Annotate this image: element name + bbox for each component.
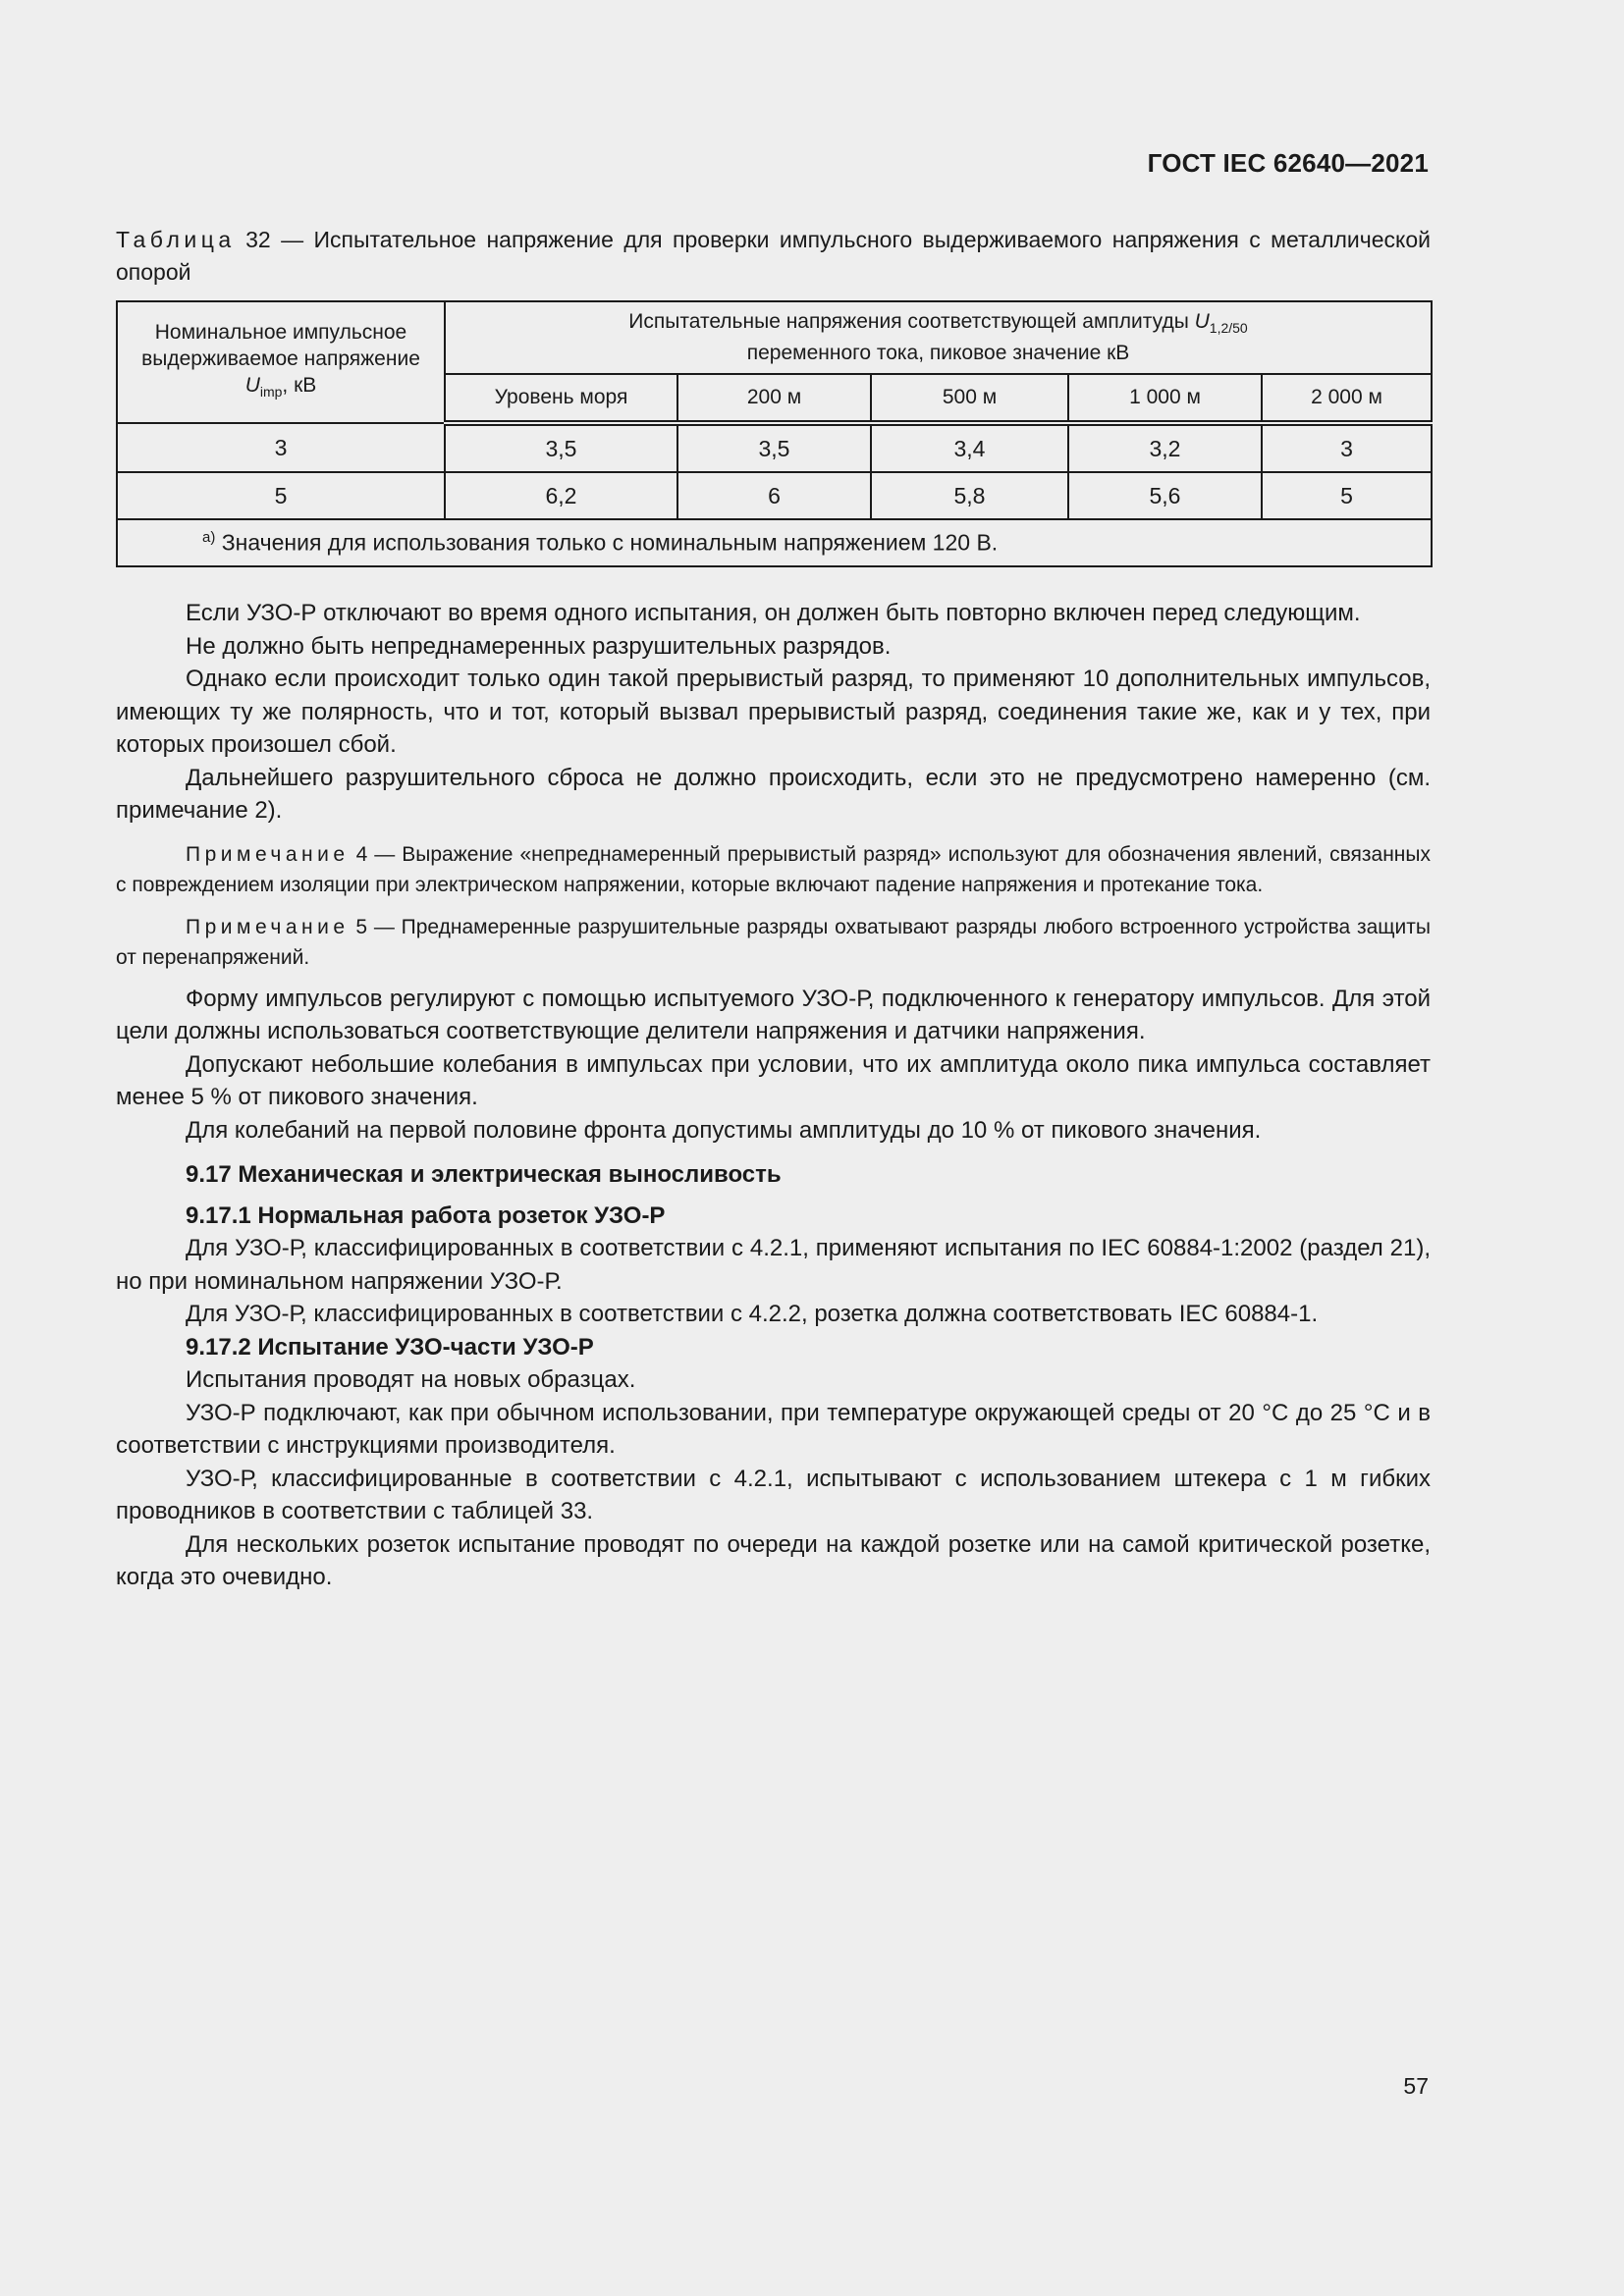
table-footnote: $^{a)}$ Значения для использования только с номинальным напряжением 120 В. (117, 519, 1432, 566)
table-cell: 3,4 (871, 423, 1068, 472)
paragraph: Допускают небольшие колебания в импульсах при условии, что их амплитуда около пика импульса составляет менее 5 % от пикового значения. (116, 1050, 1431, 1110)
table-cell: 3,5 (677, 423, 871, 472)
column-header: Уровень моря (445, 374, 677, 423)
table-cell: 3 (117, 423, 445, 472)
paragraph: Для УЗО-Р, классифицированных в соответствии с 4.2.1, применяют испытания по IEC 60884-1:2002 (раздел 21), но при номинальном напряжении УЗО-Р. (116, 1235, 1431, 1295)
table-row (117, 423, 1432, 472)
column-header: 2 000 м (1262, 374, 1432, 423)
section-heading-9-17-2: 9.17.2 Испытание УЗО-части УЗО-Р (186, 1333, 594, 1361)
column-group-header: Испытательные напряжения соответствующей амплитуды $U_{1,2/50}$ переменного тока, пиковое значение кВ (445, 301, 1432, 374)
paragraph: Форму импульсов регулируют с помощью испытуемого УЗО-Р, подключенного к генератору импульсов. Для этой цели должны использоваться соответствующие делители напряжения и датчики напряжения. (116, 985, 1431, 1044)
table-caption (116, 224, 1431, 289)
row-header-cell: Номинальное импульсное выдерживаемое напряжение $U_{imp}$, кВ (117, 301, 445, 423)
table-cell: 5 (117, 472, 445, 519)
paragraph: Дальнейшего разрушительного сброса не должно происходить, если это не предусмотрено намеренно (см. примечание 2). (116, 764, 1431, 824)
column-header: 200 м (677, 374, 871, 423)
table-cell: 3,5 (445, 423, 677, 472)
note-5: Примечание 5 — Преднамеренные разрушительные разряды охватывают разряды любого встроенного устройства защиты от перенапряжений. (116, 915, 1431, 969)
page-number: 57 (1403, 2073, 1429, 2099)
test-voltage-table (116, 300, 1433, 567)
column-header: 500 м (871, 374, 1068, 423)
table-cell: 5,8 (871, 472, 1068, 519)
body-text (116, 597, 1431, 1594)
table-caption-text: 32 — Испытательное напряжение для проверки импульсного выдерживаемого напряжения с металлической опорой (116, 227, 1431, 285)
paragraph: Однако если происходит только один такой прерывистый разряд, то применяют 10 дополнительных импульсов, имеющих ту же полярность, что и тот, который вызвал прерывистый разряд, соединения такие же, как и у тех, при которых произошел сбой. (116, 666, 1431, 758)
paragraph: УЗО-Р, классифицированные в соответствии с 4.2.1, испытывают с использованием штекера с 1 м гибких проводников в соответствии с таблицей 33. (116, 1465, 1431, 1524)
section-heading-9-17-1: 9.17.1 Нормальная работа розеток УЗО-Р (186, 1201, 666, 1229)
table-caption-label: Таблица (116, 227, 236, 252)
paragraph: Испытания проводят на новых образцах. (186, 1366, 636, 1393)
table-cell: 6 (677, 472, 871, 519)
paragraph: Для колебаний на первой половине фронта допустимы амплитуды до 10 % от пикового значения. (186, 1116, 1262, 1144)
note-4: Примечание 4 — Выражение «непреднамеренный прерывистый разряд» используют для обозначения явлений, связанных с повреждением изоляции при электрическом напряжении, которые включают падение напряжения и протекание тока. (116, 842, 1431, 896)
table-cell: 3,2 (1068, 423, 1262, 472)
paragraph: УЗО-Р подключают, как при обычном использовании, при температуре окружающей среды от 20 °С до 25 °С и в соответствии с инструкциями производителя. (116, 1399, 1431, 1459)
paragraph: Если УЗО-Р отключают во время одного испытания, он должен быть повторно включен перед следующим. (186, 600, 1361, 626)
table-cell: 3 (1262, 423, 1432, 472)
table-cell: 5 (1262, 472, 1432, 519)
table-cell: 5,6 (1068, 472, 1262, 519)
paragraph: Не должно быть непреднамеренных разрушительных разрядов. (186, 632, 892, 660)
column-header: 1 000 м (1068, 374, 1262, 423)
table-row (117, 472, 1432, 519)
paragraph: Для УЗО-Р, классифицированных в соответствии с 4.2.2, розетка должна соответствовать IEC 60884-1. (186, 1301, 1319, 1327)
table-cell: 6,2 (445, 472, 677, 519)
section-heading-9-17: 9.17 Механическая и электрическая выносливость (186, 1161, 782, 1188)
page-content (116, 224, 1431, 1594)
paragraph: Для нескольких розеток испытание проводят по очереди на каждой розетке или на самой критической розетке, когда это очевидно. (116, 1530, 1431, 1590)
document-id: ГОСТ IEC 62640—2021 (1147, 148, 1429, 178)
